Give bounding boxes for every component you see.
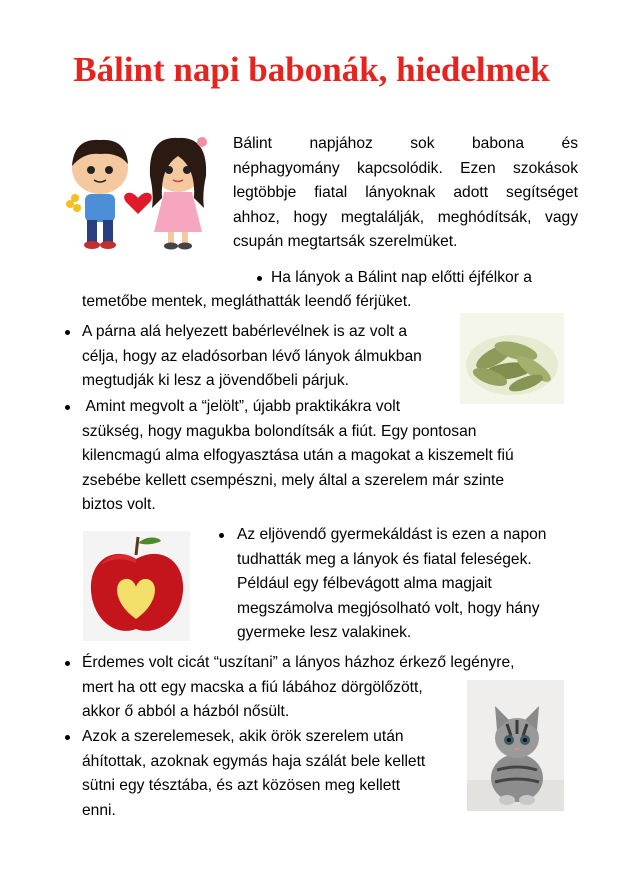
bullet-dot bbox=[257, 276, 262, 281]
heart-apple-image bbox=[83, 531, 190, 641]
intro-line: néphagyomány kapcsolódik. Ezen szokások bbox=[233, 159, 578, 177]
bullet-dot bbox=[65, 735, 70, 740]
list-item-text: szükség, hogy magukba bolondítsák a fiút. Egy pontosan bbox=[82, 422, 477, 440]
intro-line: Bálint napjához sok babona és bbox=[233, 135, 578, 152]
list-item bbox=[82, 395, 514, 518]
list-item-text: gyermeke lesz valakinek. bbox=[237, 624, 412, 642]
intro-line: ahhoz, hogy megtalálják, meghódítsák, vagy bbox=[233, 208, 578, 226]
bullet-dot bbox=[219, 533, 224, 538]
heart-icon bbox=[124, 193, 152, 214]
intro-line: csupán megtartsák szerelmüket. bbox=[233, 233, 458, 251]
list-item-text: áhítottak, azoknak egymás haja szálát bele kellett bbox=[82, 752, 426, 770]
girl-figure bbox=[150, 137, 207, 250]
list-item-text: Érdemes volt cicát “uszítani” a lányos házhoz érkező legényre, bbox=[82, 654, 515, 671]
list-item-text: Az eljövendő gyermekáldást is ezen a napon bbox=[237, 526, 547, 543]
list-item-continuation bbox=[82, 290, 411, 315]
list-item bbox=[271, 266, 532, 291]
list-item bbox=[82, 725, 425, 823]
list-item bbox=[82, 651, 515, 725]
list-item-text: célja, hogy az eladósorban lévő lányok álmukban bbox=[82, 347, 422, 365]
list-item-text: Azok a szerelemesek, akik örök szerelem után bbox=[82, 728, 404, 745]
list-item-text: Például egy félbevágott alma magjait bbox=[237, 575, 492, 593]
kitten-image bbox=[467, 680, 564, 811]
list-item-text: tudhatták meg a lányok és fiatal feleségek. bbox=[237, 550, 532, 568]
list-item-text: enni. bbox=[82, 801, 116, 819]
list-item-text: zsebébe kellett csempészni, mely által a szerelem már szinte bbox=[82, 471, 505, 489]
bay-leaves-image bbox=[460, 313, 564, 404]
list-item-text: megtudják ki lesz a jövendőbeli párjuk. bbox=[82, 372, 349, 390]
list-item bbox=[82, 320, 422, 394]
couple-illustration bbox=[60, 128, 220, 253]
list-item-text: biztos volt. bbox=[82, 496, 156, 514]
boy-figure bbox=[66, 140, 128, 249]
list-item-text: sütni egy tésztába, és azt közösen meg kellett bbox=[82, 777, 401, 795]
bullet-dot bbox=[65, 661, 70, 666]
intro-line: legtöbbje fiatal lányoknak adott segítséget bbox=[233, 184, 578, 202]
bullet-dot bbox=[65, 405, 70, 410]
list-item-text: mert ha ott egy macska a fiú lábához dörgölőzött, bbox=[82, 678, 423, 696]
list-item-text: kilencmagú alma elfogyasztása után a magokat a kiszemelt fiú bbox=[82, 447, 514, 465]
page-title: Bálint napi babonák, hiedelmek bbox=[73, 50, 550, 89]
list-item-text: akkor ő abból a házból nősült. bbox=[82, 703, 290, 721]
intro-paragraph bbox=[233, 132, 578, 255]
list-item-text: A párna alá helyezett babérlevélnek is az volt a bbox=[82, 323, 408, 340]
bullet-dot bbox=[65, 330, 70, 335]
list-item bbox=[237, 523, 546, 646]
list-item-text: megszámolva megjósolható volt, hogy hány bbox=[237, 599, 540, 617]
list-item-text: Ha lányok a Bálint nap előtti éjfélkor a bbox=[271, 269, 532, 286]
list-item-text: temetőbe mentek, megláthatták leendő férjüket. bbox=[82, 293, 412, 310]
list-item-text: Amint megvolt a “jelölt”, újabb praktikákra volt bbox=[82, 398, 401, 415]
